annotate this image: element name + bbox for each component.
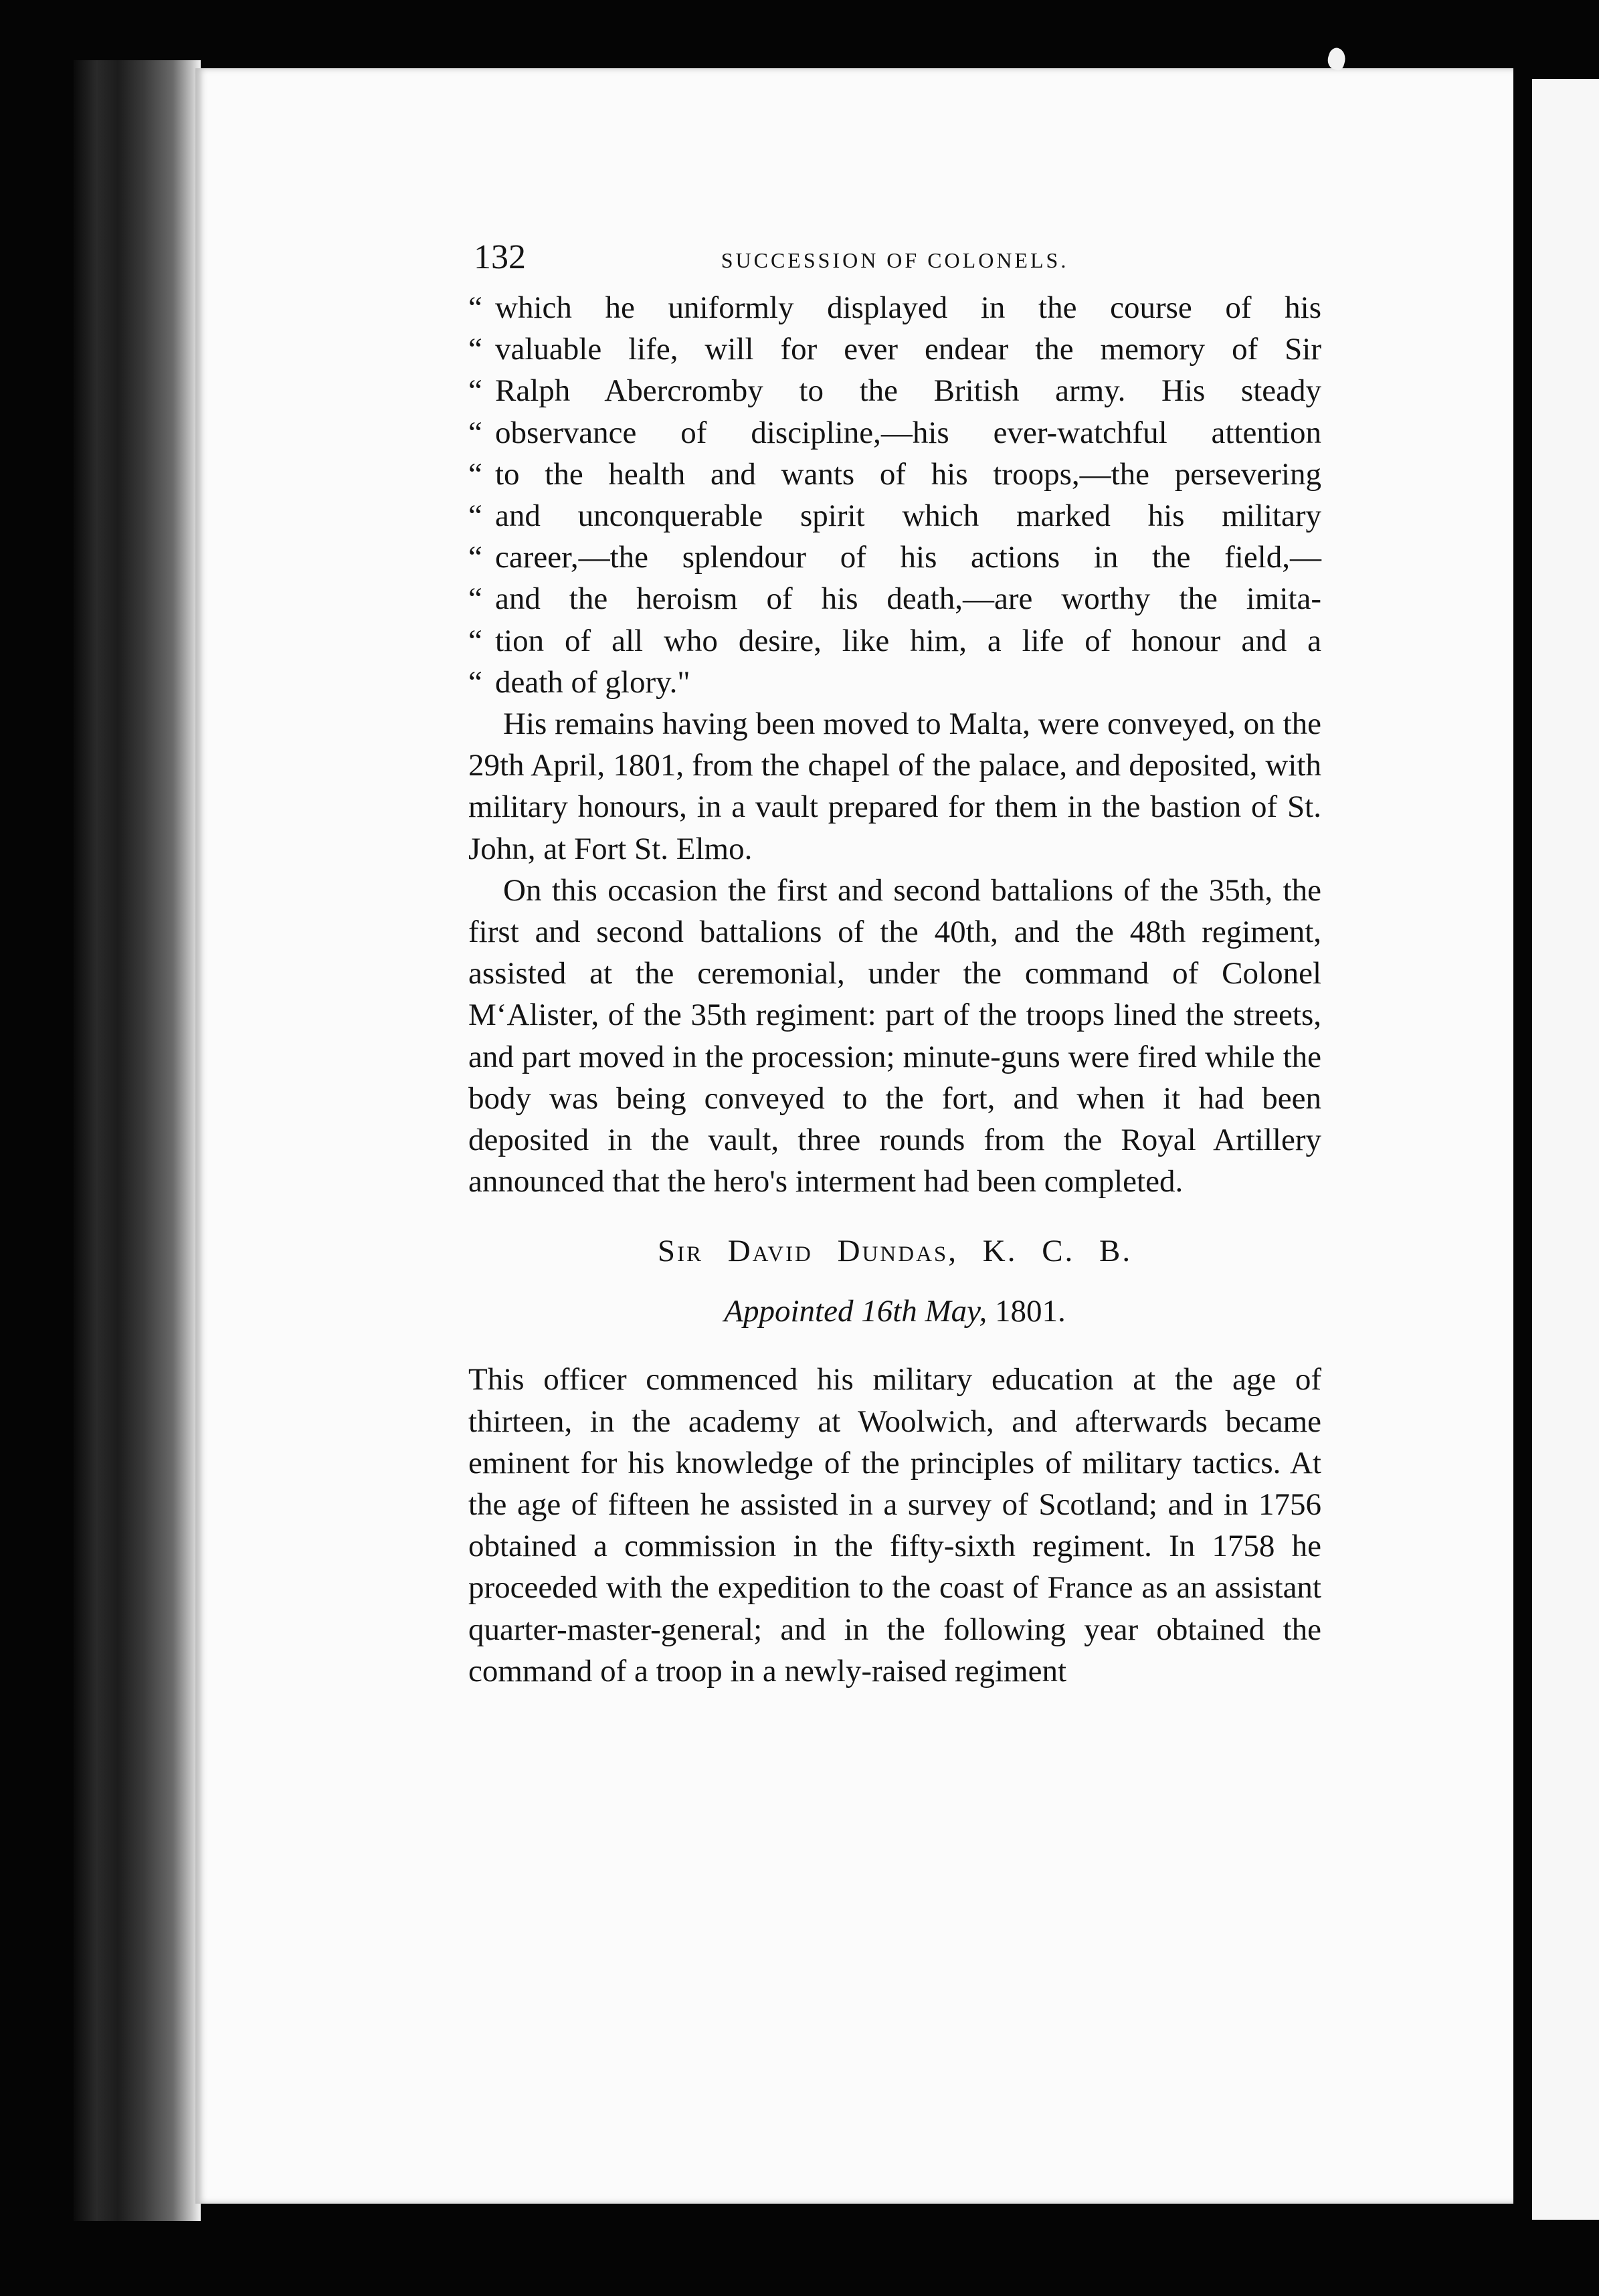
quotation-text: tion of all who desire, like him, a life of honour and a: [495, 623, 1321, 658]
paragraph-remains: His remains having been moved to Malta, were conveyed, on the 29th April, 1801, from the chapel of the palace, and deposited, with military honours, in a vault prepared for them in the bastion of St. John, at Fort St. Elmo.: [468, 706, 1321, 866]
quotation-text: and the heroism of his death,—are worthy the imita-: [495, 581, 1321, 617]
section-heading: Sir David Dundas, K. C. B.: [657, 1234, 1133, 1269]
quote-mark: “: [468, 581, 482, 617]
quotation-line: [468, 454, 1321, 495]
quotation-text: death of glory.": [495, 664, 690, 700]
running-head: [468, 237, 1321, 284]
quotation-block: [468, 287, 1321, 703]
quote-mark: “: [468, 664, 482, 700]
appointment-label: Appointed: [724, 1294, 854, 1329]
quotation-line: [468, 620, 1321, 662]
quote-mark: “: [468, 290, 482, 325]
appointment-date: 16th May,: [861, 1294, 987, 1329]
quote-mark: “: [468, 415, 482, 450]
quotation-text: Ralph Abercromby to the British army. His steady: [495, 373, 1321, 409]
quotation-line: [468, 328, 1321, 370]
page-number: 132: [474, 238, 526, 276]
quotation-line: [468, 495, 1321, 537]
quotation-text: and unconquerable spirit which marked his military: [495, 498, 1321, 534]
book-spine: [74, 60, 201, 2221]
quote-mark: “: [468, 498, 482, 534]
quote-mark: “: [468, 623, 482, 658]
quotation-text: to the health and wants of his troops,—the persevering: [495, 456, 1321, 492]
quotation-line: [468, 370, 1321, 411]
quote-mark: “: [468, 540, 482, 575]
quotation-line: [468, 662, 1321, 703]
appointment-year: 1801.: [994, 1294, 1066, 1329]
paragraph-officer: This officer commenced his military education at the age of thirteen, in the academy at Woolwich, and afterwards became eminent for his knowledge of the principles of military tactics. At the age of fifteen he assisted in a survey of Scotland; and in 1756 obtained a commission in the fifty-sixth regiment. In 1758 he proceeded with the expedition to the coast of France as an assistant quarter-master-general; and in the following year obtained the command of a troop in a newly-raised regiment: [468, 1362, 1321, 1689]
paragraph-occasion: On this occasion the first and second battalions of the 35th, the first and second battalions of the 40th, and the 48th regiment, assisted at the ceremonial, under the command of Colonel M‘Alister, of the 35th regiment: part of the troops lined the streets, and part moved in the procession; minute-guns were fired while the body was being conveyed to the fort, and when it had been deposited in the vault, three rounds from the Royal Artillery announced that the hero's interment had been completed.: [468, 872, 1321, 1200]
appointment-line: [468, 1290, 1321, 1332]
quotation-text: observance of discipline,—his ever-watchful attention: [495, 415, 1321, 450]
quotation-line: [468, 287, 1321, 328]
quote-mark: “: [468, 456, 482, 492]
quotation-text: valuable life, will for ever endear the memory of Sir: [495, 332, 1321, 367]
quotation-line: [468, 412, 1321, 454]
quote-mark: “: [468, 332, 482, 367]
quotation-text: which he uniformly displayed in the course of his: [495, 290, 1321, 325]
running-title: SUCCESSION OF COLONELS.: [721, 248, 1069, 272]
quote-mark: “: [468, 373, 482, 409]
facing-page-edge: [1532, 79, 1599, 2220]
quotation-text: career,—the splendour of his actions in the field,—: [495, 540, 1321, 575]
quotation-line: [468, 578, 1321, 619]
text-block: [468, 237, 1321, 1692]
quotation-line: [468, 537, 1321, 578]
